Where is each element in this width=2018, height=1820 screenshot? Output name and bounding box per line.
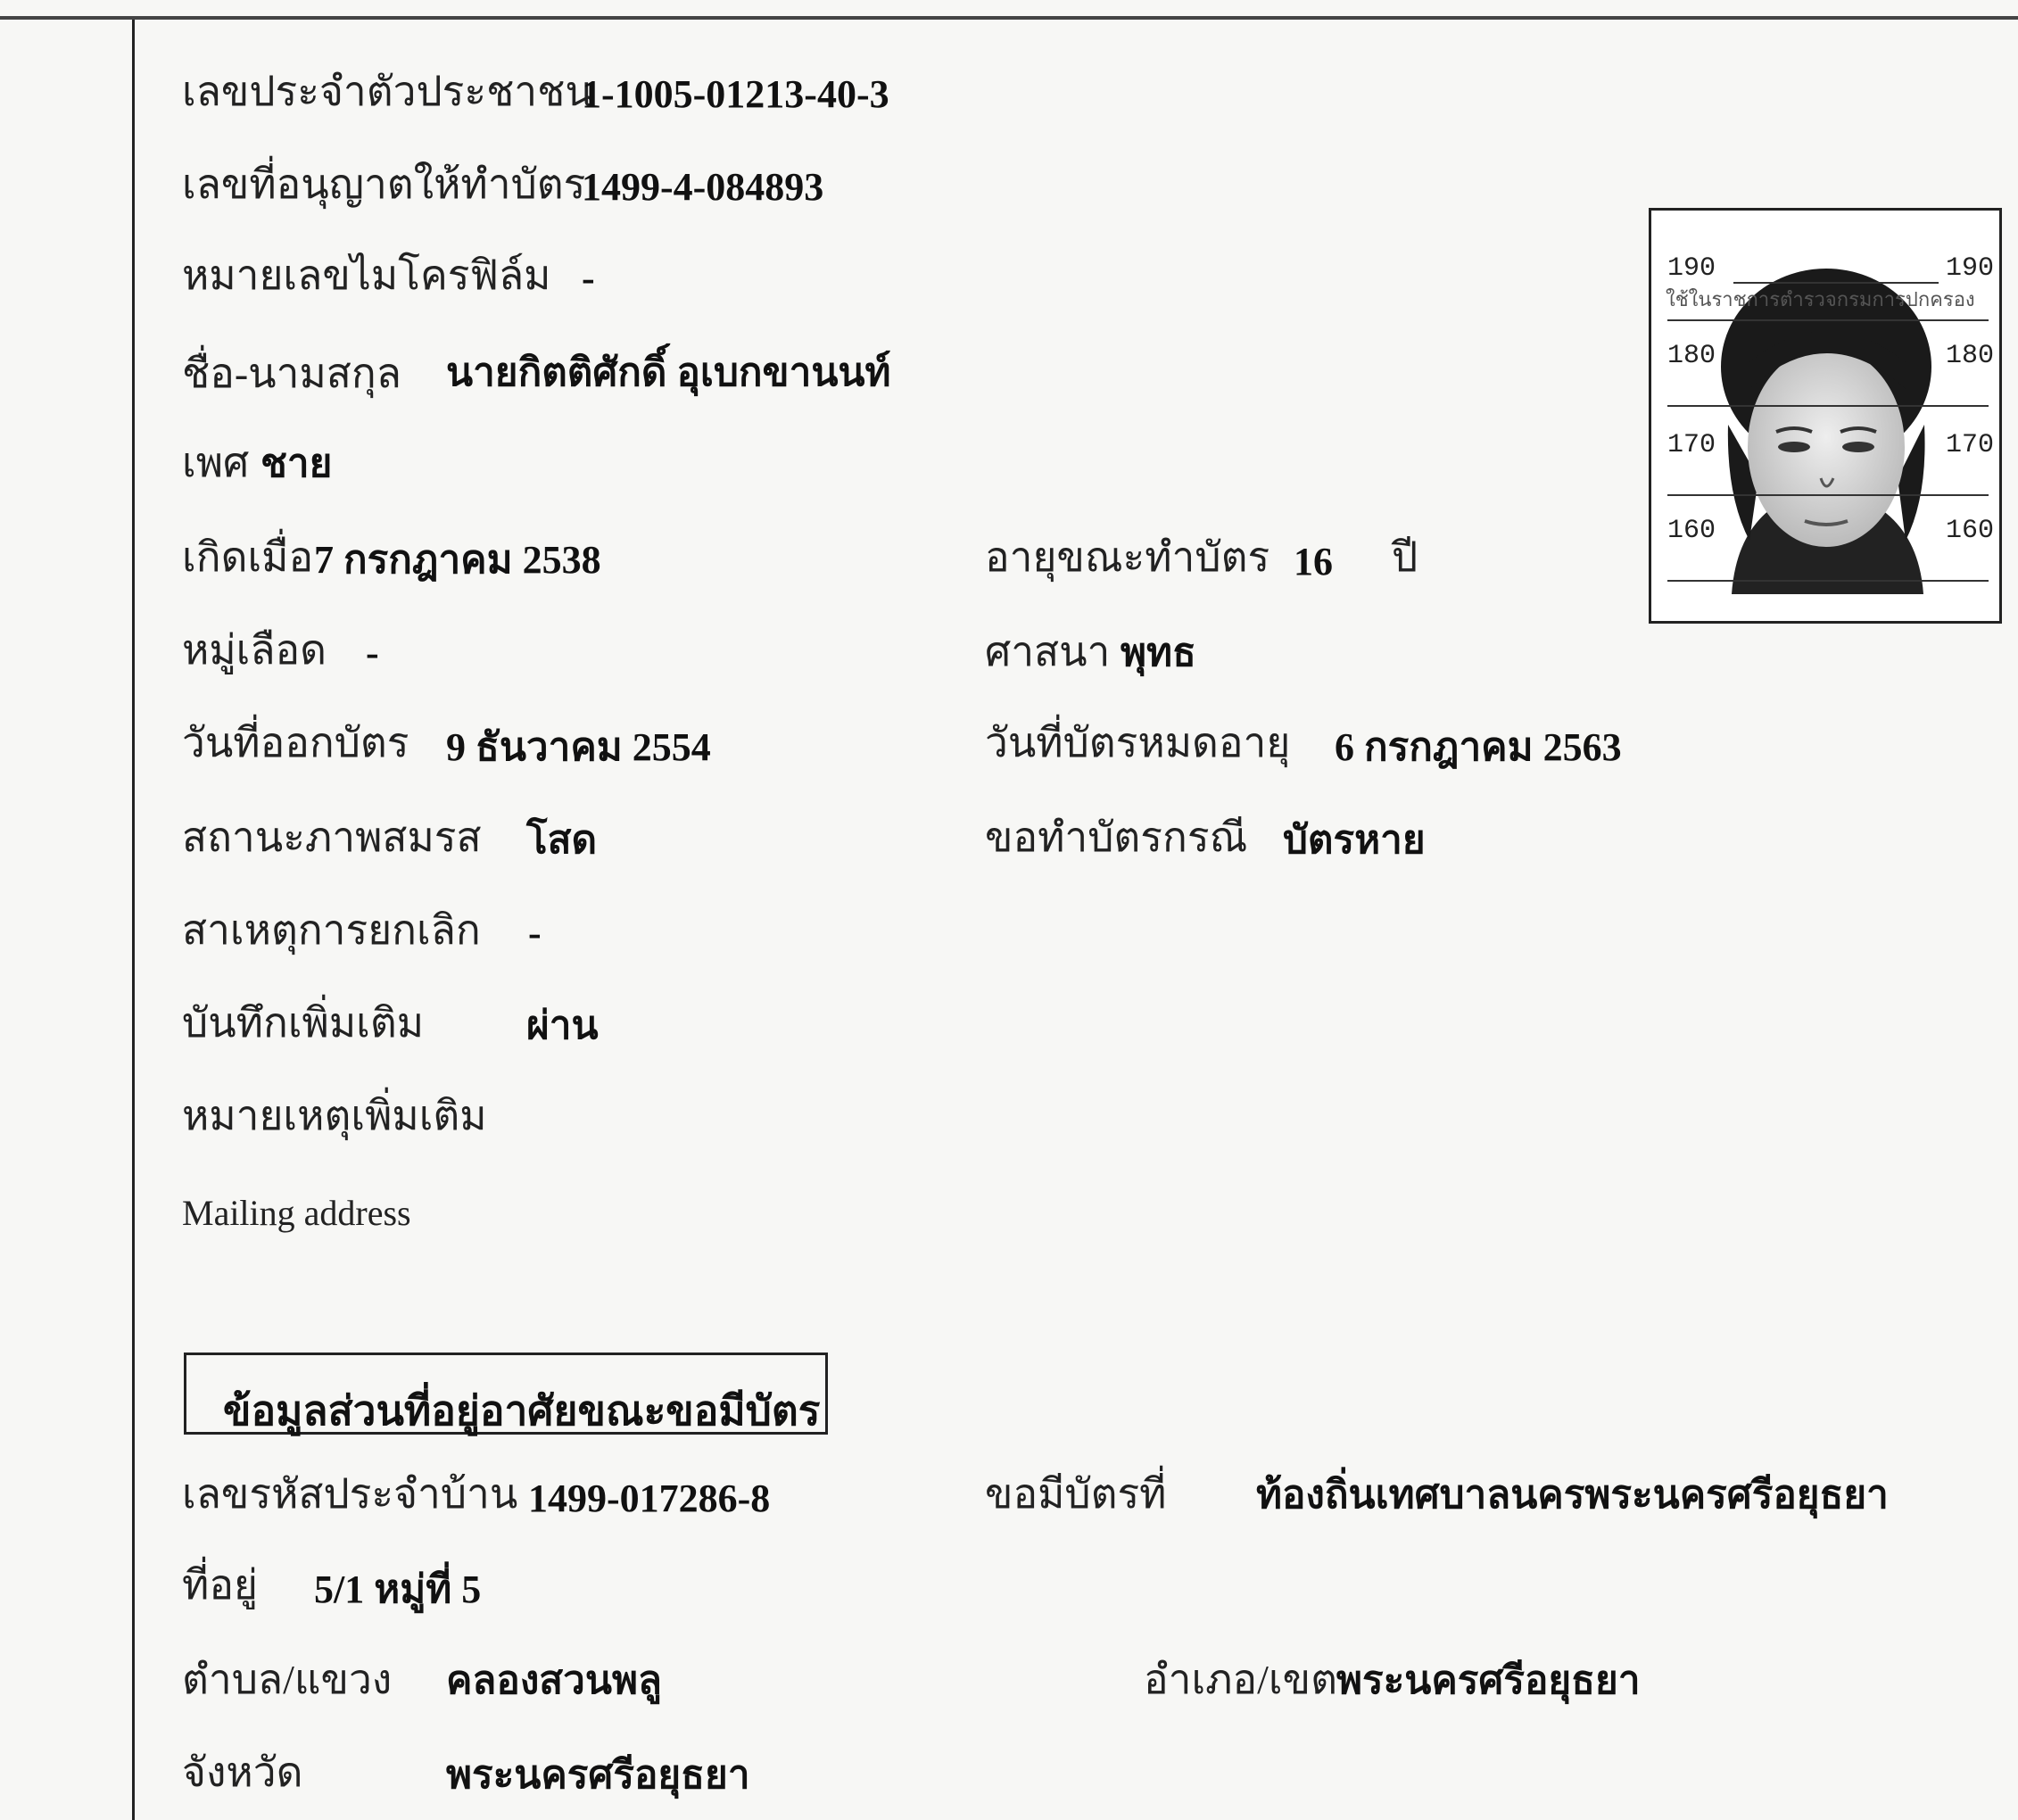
sex-value: ชาย <box>261 442 333 485</box>
age-value: 16 <box>1294 540 1333 583</box>
height-line-185 <box>1667 319 1989 321</box>
height-mark-170-left: 170 <box>1667 430 1716 460</box>
addr-label: ที่อยู่ <box>182 1562 258 1608</box>
height-line-155 <box>1667 580 1989 582</box>
province-value: พระนครศรีอยุธยา <box>446 1753 750 1797</box>
mailing-address-label: Mailing address <box>182 1193 411 1233</box>
name-label: ชื่อ-นามสกุล <box>182 351 401 396</box>
religion-value: พุทธ <box>1121 631 1196 674</box>
province-label: จังหวัด <box>182 1750 303 1795</box>
age-label: อายุขณะทำบัตร <box>985 534 1270 580</box>
blood-value: - <box>366 631 379 674</box>
issued-at-label: ขอมีบัตรที่ <box>985 1471 1167 1517</box>
marital-value: โสด <box>526 818 598 862</box>
house-code-label: เลขรหัสประจำบ้าน <box>182 1471 518 1517</box>
addr-value: 5/1 หมู่ที่ 5 <box>314 1568 482 1611</box>
height-mark-170-right: 170 <box>1946 430 1995 460</box>
note-label: บันทึกเพิ่มเติม <box>182 1000 425 1046</box>
religion-label: ศาสนา <box>985 629 1111 674</box>
height-mark-160-left: 160 <box>1667 516 1716 546</box>
height-mark-180-right: 180 <box>1946 341 1995 371</box>
permit-label: เลขที่อนุญาตให้ทำบัตร <box>182 161 586 207</box>
id-value: 1-1005-01213-40-3 <box>582 72 889 116</box>
height-line-175 <box>1667 405 1989 407</box>
case-value: บัตรหาย <box>1283 818 1426 862</box>
height-line-165 <box>1667 494 1989 496</box>
remark-label: หมายเหตุเพิ่มเติม <box>182 1093 487 1138</box>
issue-value: 9 ธันวาคม 2554 <box>446 725 711 769</box>
height-line-190 <box>1733 282 1939 284</box>
sex-label: เพศ <box>182 440 250 485</box>
birth-value: 7 กรกฎาคม 2538 <box>314 538 601 582</box>
subdistrict-label: ตำบล/แขวง <box>182 1657 393 1702</box>
cancel-label: สาเหตุการยกเลิก <box>182 907 481 953</box>
top-border-line <box>0 16 2018 20</box>
marital-label: สถานะภาพสมรส <box>182 815 482 860</box>
name-value: นายกิตติศักดิ์ อุเบกขานนท์ <box>446 351 891 394</box>
permit-value: 1499-4-084893 <box>582 165 824 209</box>
expiry-value: 6 กรกฎาคม 2563 <box>1335 725 1622 769</box>
age-unit: ปี <box>1392 534 1418 580</box>
district-value: พระนครศรีอยุธยา <box>1336 1659 1641 1702</box>
district-label: อำเภอ/เขต <box>1144 1657 1337 1702</box>
height-mark-180-left: 180 <box>1667 341 1716 371</box>
blood-label: หมู่เลือด <box>182 627 327 673</box>
address-section-title: ข้อมูลส่วนที่อยู่อาศัยขณะขอมีบัตร <box>223 1388 821 1434</box>
height-mark-160-right: 160 <box>1946 516 1995 546</box>
microfilm-label: หมายเลขไมโครฟิล์ม <box>182 252 551 298</box>
id-label: เลขประจำตัวประชาชน <box>182 69 593 114</box>
height-mark-190-right: 190 <box>1946 253 1995 284</box>
cancel-value: - <box>528 911 542 955</box>
id-photo <box>1649 208 2002 624</box>
microfilm-value: - <box>582 256 595 300</box>
height-board-text: ใช้ในราชการตำรวจกรมการปกครอง <box>1666 288 1975 310</box>
note-value: ผ่าน <box>526 1004 599 1047</box>
height-mark-190-left: 190 <box>1667 253 1716 284</box>
house-code-value: 1499-017286-8 <box>528 1477 771 1520</box>
subdistrict-value: คลองสวนพลู <box>446 1659 662 1702</box>
case-label: ขอทำบัตรกรณี <box>985 815 1248 860</box>
issued-at-value: ท้องถิ่นเทศบาลนครพระนครศรีอยุธยา <box>1256 1473 1889 1517</box>
left-border-line <box>132 20 135 1820</box>
birth-label: เกิดเมื่อ <box>182 534 314 580</box>
expiry-label: วันที่บัตรหมดอายุ <box>985 720 1291 765</box>
issue-label: วันที่ออกบัตร <box>182 720 409 765</box>
